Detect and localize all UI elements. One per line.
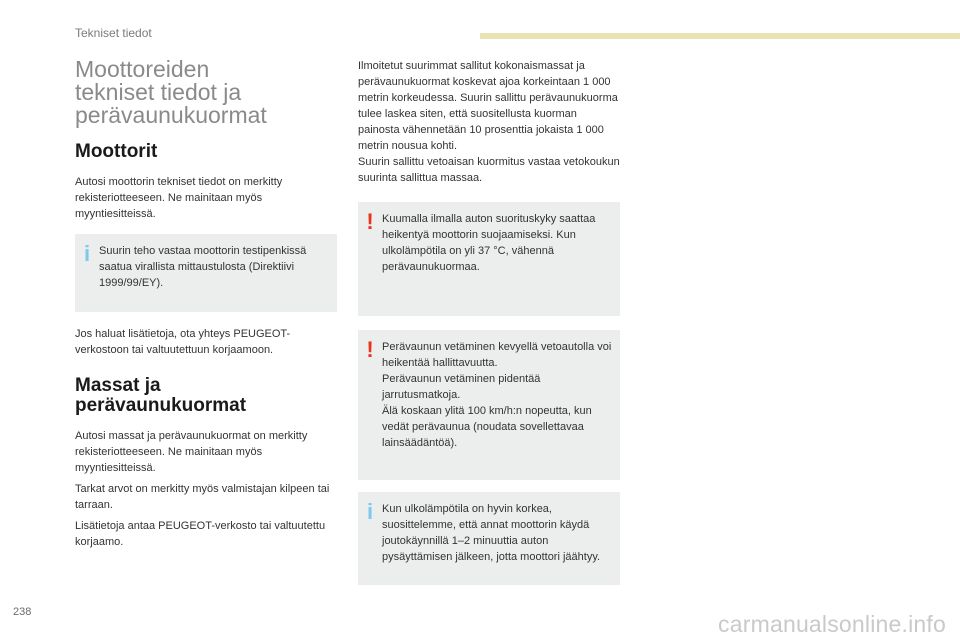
info-box-cooling-text: Kun ulkolämpötila on hyvin korkea, suosittelemme, että annat moottorin käydä joutokäynnillä 1–2 minuuttia auton pysäyttämisen jälkeen, jotta moottori jäähtyy.	[382, 503, 601, 563]
left-column	[75, 58, 337, 550]
altitude-paragraph: Ilmoitetut suurimmat sallitut kokonaismassat ja perävaunukuormat koskevat ajoa korkeintaan 1 000 metrin korkeudessa. Suurin sallittu perävaunukuorma tulee laskea siten, että suositellusta kuorman painosta vähennetään 10 prosenttia jokaista 1 000 metrin nousua kohti.	[358, 60, 618, 152]
page-title: Moottoreiden tekniset tiedot ja perävaunukuormat	[75, 56, 267, 128]
info-icon: i	[366, 499, 374, 524]
warning-icon: !	[366, 337, 374, 362]
engines-heading: Moottorit	[75, 141, 158, 162]
info-icon: i	[83, 241, 91, 266]
watermark: carmanualsonline.info	[718, 611, 946, 637]
section-label: Tekniset tiedot	[75, 26, 152, 40]
info-box-text: Suurin teho vastaa moottorin testipenkissä saatua virallista mittaustulosta (Direktiivi 1999/99/EY).	[99, 245, 307, 289]
right-column	[358, 58, 620, 585]
warning-box-towing-text: Perävaunun vetäminen kevyellä vetoautolla voi heikentää hallittavuutta. Perävaunun vetäminen pidentää jarrutusmatkoja. Älä koskaan ylitä 100 km/h:n nopeutta, kun vedät perävaunua (noudata sovellettavaa lainsäädäntöä).	[382, 341, 612, 449]
warning-box-heat-text: Kuumalla ilmalla auton suorituskyky saattaa heikentyä moottorin suojaamiseksi. Kun ulkolämpötila on yli 37 °C, vähennä perävaunukuormaa.	[382, 213, 596, 273]
page-number: 238	[13, 606, 32, 618]
warning-icon: !	[366, 209, 374, 234]
info-box	[75, 234, 337, 312]
header-bar	[480, 33, 960, 39]
masses-heading: Massat ja perävaunukuormat	[75, 375, 247, 416]
engines-paragraph: Autosi moottorin tekniset tiedot on merkitty rekisteriotteeseen. Ne mainitaan myös myyntiesitteissä.	[75, 176, 283, 220]
masses-paragraph-3: Lisätietoja antaa PEUGEOT-verkosto tai valtuutettu korjaamo.	[75, 520, 326, 548]
masses-paragraph-2: Tarkat arvot on merkitty myös valmistajan kilpeen tai tarraan.	[75, 483, 330, 511]
warning-box-heat	[358, 202, 620, 316]
contact-paragraph: Jos haluat lisätietoja, ota yhteys PEUGEOT-verkostoon tai valtuutettuun korjaamoon.	[75, 328, 291, 356]
drawbar-paragraph: Suurin sallittu vetoaisan kuormitus vastaa vetokoukun suurinta sallittua massaa.	[358, 156, 620, 184]
masses-paragraph-1: Autosi massat ja perävaunukuormat on merkitty rekisteriotteeseen. Ne mainitaan myös myyntiesitteissä.	[75, 430, 308, 474]
info-box-cooling	[358, 492, 620, 585]
warning-box-towing	[358, 330, 620, 480]
